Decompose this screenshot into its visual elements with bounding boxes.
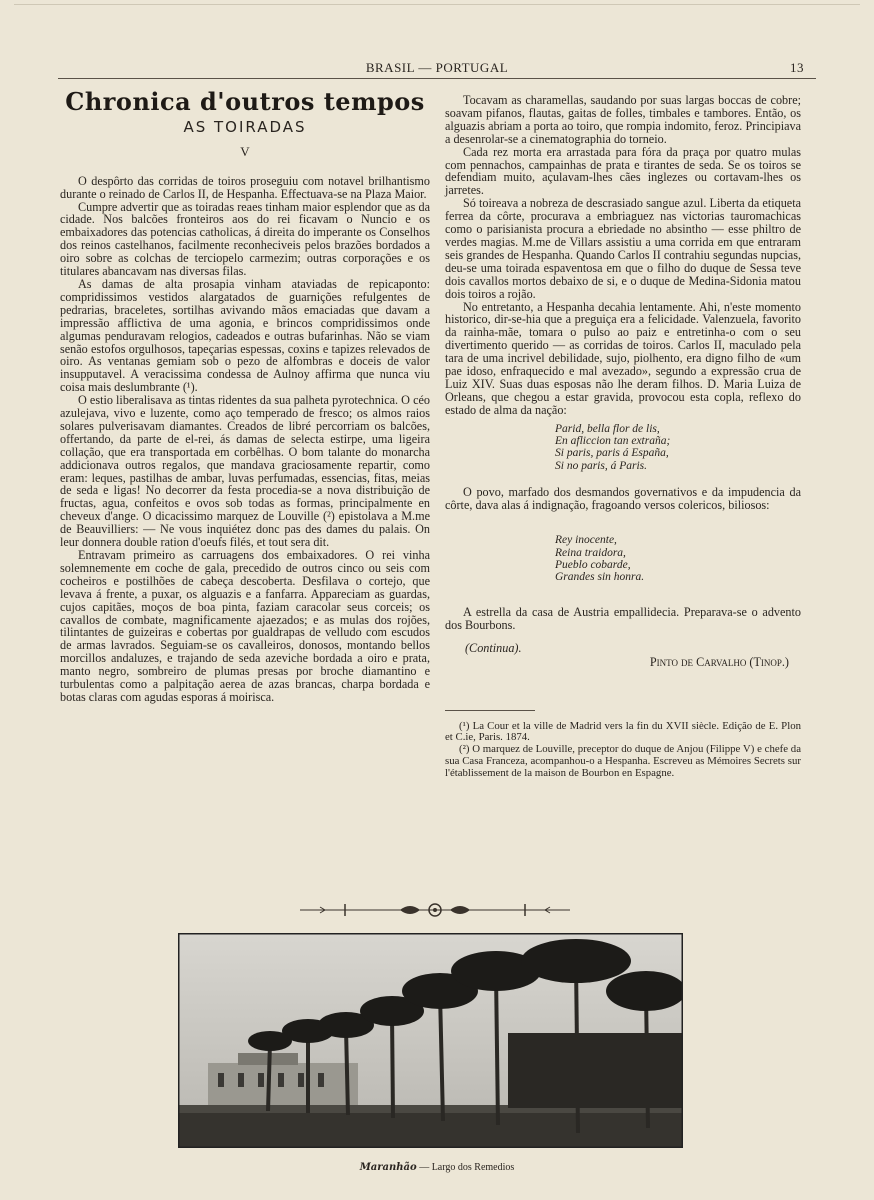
- header-rule: [58, 78, 816, 79]
- footnotes: [445, 721, 801, 780]
- poem-line: Pueblo cobarde,: [555, 558, 631, 571]
- article-title: Chronica d'outros tempos: [65, 87, 425, 116]
- page-number: 13: [790, 60, 804, 75]
- top-edge-line: [14, 4, 860, 5]
- paragraph: O despôrto das corridas de toiros proseguiu com notavel brilhantismo durante o reinado de Carlos II, de Hespanha. Effectuava-se na Plaza Maior.: [60, 173, 430, 201]
- footnote: (¹) La Cour et la ville de Madrid vers la fin du XVII siècle. Edição de E. Plon et C.ie, Paris. 1874.: [445, 719, 801, 744]
- paragraph: O estio liberalisava as tintas ridentes da sua palheta pyrotechnica. O céo azulejava, vivo e luzente, como aço temperado de fresco; os almos raios solares pulverisavam diamantes. Creados de libré percorriam os balcões, offertando, da parte de el-rei, ás damas de selecta estirpe, uma ligeira collação, que era transportada em corbêlhas. O bom talante do monarcha addicionava outros regalos, que mandava graciosamente repartir, como eram: leques, pastilhas de ambar, luvas perfumadas, essencias, fitas, meias de seda e ligas! No decorrer da festa procedia-se a nova distribuição de fructas, agua, confeitos e ovos sob todas as formas, principalmente en cheveux d'ange. O dicacissimo marquez de Louville (²) epistolava a M.me de Beauvilliers: — Ne vous inquiétez donc pas des dames du palais. On leur donnera double ration d'oeufs filés, et tout sera dit.: [60, 393, 430, 550]
- ornamental-divider: [300, 900, 570, 920]
- page-header: [60, 60, 814, 78]
- signature-block: [445, 642, 801, 670]
- poem-copla: [555, 423, 801, 473]
- footnote: (²) O marquez de Louville, preceptor do duque de Anjou (Filippe V) e chefe da sua Casa Franceza, acompanhou-o a Hespanha. Escreveu as Mémoires Secrets sur l'établissement de la maison de Bourbon en Espagne.: [445, 743, 801, 779]
- running-title: BRASIL — PORTUGAL: [365, 60, 509, 75]
- paragraph: O povo, marfado dos desmandos governativos e da impudencia da côrte, dava alas á indignação, fragoando versos colericos, biliosos:: [445, 485, 801, 513]
- poem-line: Rey inocente,: [555, 534, 617, 547]
- paragraph: As damas de alta prosapia vinham ataviadas de repicaponto: compridissimos vestidos alargatados de guarnições refulgentes de pedrarias, braceletes, sortilhas avivando mãos emaciadas que davam a impressão afflictiva de uma agonia, e brincos compridissimos onde algumas penduravam relogios, cadeados e outras bufarinhas. Não se viam senão estofos orgulhosos, tapeçarias espessas, coxins e tapizes relevados de oiro. As ventanas gemiam sob o pezo de alfombras e doceis de valor insupputavel. A veracissima condessa de Aulnoy affirma que nunca viu coisa mais deslumbrante (¹).: [60, 276, 430, 395]
- paragraph: A estrella da casa de Austria empallidecia. Preparava-se o advento dos Bourbons.: [445, 604, 801, 632]
- poem-line: Si no paris, á Paris.: [555, 459, 648, 472]
- paragraph: Só toireava a nobreza de descrasiado sangue azul. Liberta da etiqueta ferrea da côrte, procurava a embriaguez nas victorias tauromachicas como o parisianista procura a ebriedade no absintho — esse philtro de verdes magias. M.me de Villars assistiu a uma corrida em que entraram seis grandes de Hespanha. Quando Carlos II contrahiu segundas nupcias, deu-se uma toirada espaventosa em que o filho do duque de Sessa teve dois cavallos mortos debaixo de si, e o duque de Medina-Sidonia matou dois toiros a rojão.: [445, 196, 801, 301]
- continua-note: (Continua).: [465, 640, 522, 655]
- poem-line: Reina traidora,: [555, 546, 626, 559]
- paragraph: Entravam primeiro as carruagens dos embaixadores. O rei vinha solemnemente em coche de gala, precedido de outros cinco ou seis com cocheiros e postilhões de cabeça descoberta. Desfilava o cortejo, que levava á frente, a puxar, os alguazis e a fanfarra. Appareciam as guardas, cujos capitães, moços de boa pinta, faziam caracolar seus corceis; os cavallos de combate, magnificamente ajaezados; e as mulas dos rojões, tilintantes de guizeiras e cobertas por gualdrapas de velludo com escudos de armas lavrados. Seguiam-se os cavalleiros, donosos, montando bellos morcillos andaluzes, e trajando de seda azeviche bordada a oiro e prata, manto negro, sombreiro de plumas presas por broche diamantino e turbulentas como a palpitação aerea de azas brancas, charpa bordada e botas claras com agudas esporas á moirisca.: [60, 548, 430, 704]
- caption-place: Maranhão: [359, 1162, 417, 1173]
- footnote-rule: [445, 710, 535, 711]
- article-subtitle: AS TOIRADAS: [183, 117, 307, 136]
- section-number: V: [240, 143, 250, 159]
- paragraph: Cada rez morta era arrastada para fóra da praça por quatro mulas com pennachos, campainhas de prata e tirantes de seda. Se os toiros se defendiam muito, açulavam-lhes cães inglezes ou cortavam-lhes os jarretes.: [445, 144, 801, 198]
- author-signature: Pinto de Carvalho (Tinop.): [649, 654, 789, 669]
- paragraph: Cumpre advertir que as toiradas reaes tinham maior esplendor que as da cidade. Nos balcões fronteiros aos do rei ficavam o Nuncio e os embaixadores das potencias catholicas, á direita do imperante os Conselhos dos reinos castelhanos, facilmente reconheciveis pelos brazões bordados a oiro sobre as colchas de terciopelo carmezim; outras corporações e os titulares abancavam nas diversas filas.: [60, 199, 430, 279]
- poem-line: En afliccion tan extraña;: [555, 435, 671, 448]
- right-column: [445, 94, 801, 780]
- poem-verses: [555, 534, 801, 584]
- paragraph: Tocavam as charamellas, saudando por suas largas boccas de cobre; soavam pifanos, flautas, gaitas de folles, timbales e tambores. Então, os alguazis abriam a porta ao toiro, que rompia indomito, feroz. Principiava a desenrolar-se a cinematographia do torneio.: [445, 93, 801, 146]
- caption-text: — Largo dos Remedios: [419, 1162, 515, 1173]
- photograph-square-palms: [178, 933, 683, 1148]
- left-column: [60, 87, 430, 704]
- poem-line: Grandes sin honra.: [555, 571, 645, 584]
- photo-caption: [0, 1162, 874, 1173]
- paragraph: No entretanto, a Hespanha decahia lentamente. Ahi, n'este momento historico, dir-se-hia que a preguiça era a felicidade. Valenzuela, favorito da rainha-mãe, tomara o pulso ao paiz e entretinha-o com o seu divertimento querido — as corridas de toiros. Carlos II, maculado pela tara de uma incrivel debilidade, sujo, piolhento, era digno filho de «um pae idoso, enfraquecido e mal avezado», segundo a expressão crua de Luiz XIV. Suas duas esposas não lhe deram filhos. D. Maria Luiza de Orleans, que chegou a estar gravida, provocou esta copla, reflexo do estado de alma da nação:: [445, 299, 801, 417]
- poem-line: Si paris, paris á España,: [555, 447, 669, 460]
- poem-line: Parid, bella flor de lis,: [555, 422, 660, 435]
